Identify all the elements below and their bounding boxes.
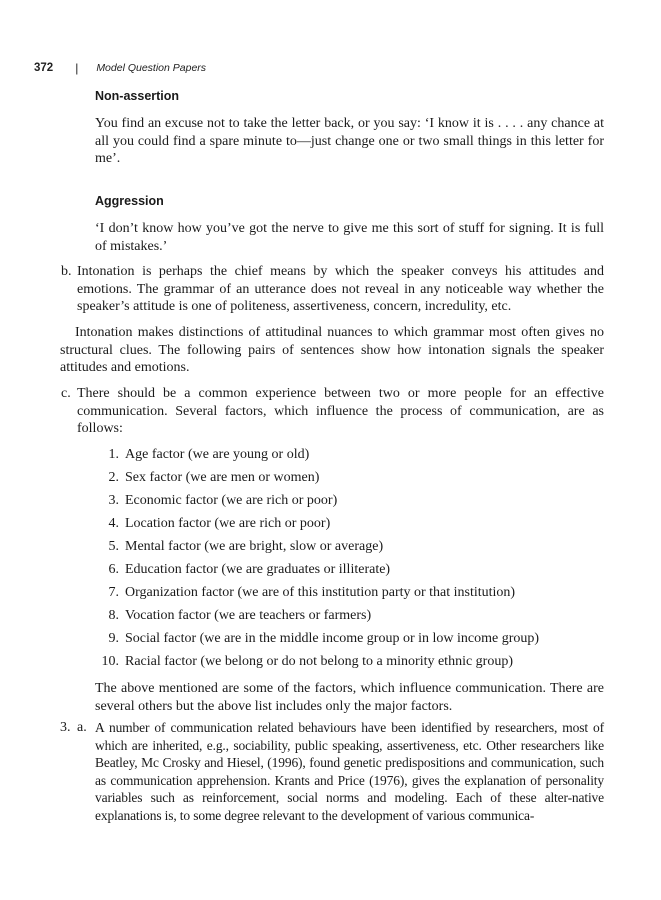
- item-3a-text: A number of communication related behaviours have been identified by researchers, most of which are inherited, e.g., sociability, public speaking, assertiveness, etc. Other researchers like Beatley, Mc Crosky and Hiesel, (1996), found genetic predispositions and communication, such as communication apprehension. Krants and Price (1976), gives the explanation of personality variables such as reinforcement, social norms and modeling. Each of these alter-native explanations is, to some degree relevant to the development of various communica-: [95, 720, 604, 823]
- item-3a-label: a.: [77, 720, 87, 735]
- factors-closing-text: The above mentioned are some of the factors, which influence communication. There are several others but the above list includes only the major factors.: [95, 681, 604, 714]
- item-c-label: c.: [61, 386, 71, 401]
- list-item: [95, 446, 595, 469]
- item-c-text: There should be a common experience between two or more people for an effective communication. Several factors, which influence the process of communication, are as follows:: [77, 386, 604, 436]
- list-item-text: Education factor (we are graduates or illiterate): [125, 562, 391, 577]
- list-item-text: Sex factor (we are men or women): [125, 470, 320, 485]
- list-item-text: Location factor (we are rich or poor): [125, 516, 331, 531]
- running-header: [34, 58, 206, 78]
- list-item-number: 5.: [108, 539, 119, 554]
- list-item-text: Age factor (we are young or old): [125, 447, 310, 462]
- list-item-number: 2.: [108, 470, 119, 485]
- aggression-text: ‘I don’t know how you’ve got the nerve to give me this sort of stuff for signing. It is full of mistakes.’: [95, 221, 604, 254]
- page-number: 372: [34, 62, 54, 74]
- factors-list: [95, 446, 595, 676]
- intonation-paragraph: Intonation makes distinctions of attitudinal nuances to which grammar most often gives no structural clues. The following pairs of sentences show how intonation signals the speaker attitudes and emotions.: [60, 325, 604, 375]
- list-item: [95, 561, 595, 584]
- list-item-text: Racial factor (we belong or do not belong to a minority ethnic group): [125, 654, 514, 669]
- list-item: [95, 584, 595, 607]
- list-item-number: 4.: [108, 516, 119, 531]
- list-item: [95, 492, 595, 515]
- non-assertion-heading: Non-assertion: [95, 89, 180, 103]
- list-item-text: Vocation factor (we are teachers or farmers): [125, 608, 372, 623]
- list-item-number: 10.: [101, 654, 119, 669]
- list-item-text: Organization factor (we are of this institution party or that institution): [125, 585, 516, 600]
- list-item: [95, 607, 595, 630]
- item-b-label: b.: [61, 264, 72, 279]
- aggression-heading: Aggression: [95, 194, 164, 208]
- list-item-text: Economic factor (we are rich or poor): [125, 493, 338, 508]
- list-item-number: 7.: [108, 585, 119, 600]
- header-separator: |: [75, 61, 79, 75]
- item-b-text: Intonation is perhaps the chief means by which the speaker conveys his attitudes and emotions. The grammar of an utterance does not reveal in any noticeable way whether the speaker’s attitude is one of politeness, assertiveness, concern, incredulity, etc.: [77, 264, 604, 314]
- list-item-number: 8.: [108, 608, 119, 623]
- list-item-number: 3.: [108, 493, 119, 508]
- list-item-number: 6.: [108, 562, 119, 577]
- list-item-text: Mental factor (we are bright, slow or average): [125, 539, 384, 554]
- list-item: [95, 469, 595, 492]
- list-item-number: 1.: [108, 447, 119, 462]
- list-item: [95, 653, 595, 676]
- running-title: Model Question Papers: [96, 62, 207, 74]
- list-item: [95, 515, 595, 538]
- list-item-text: Social factor (we are in the middle income group or in low income group): [125, 631, 540, 646]
- list-item-number: 9.: [108, 631, 119, 646]
- non-assertion-text: You find an excuse not to take the letter back, or you say: ‘I know it is . . . . any chance at all you could find a spare minute to—just change one or two small things in this letter for me’.: [95, 116, 604, 166]
- item-3-number: 3.: [60, 720, 71, 735]
- list-item: [95, 538, 595, 561]
- list-item: [95, 630, 595, 653]
